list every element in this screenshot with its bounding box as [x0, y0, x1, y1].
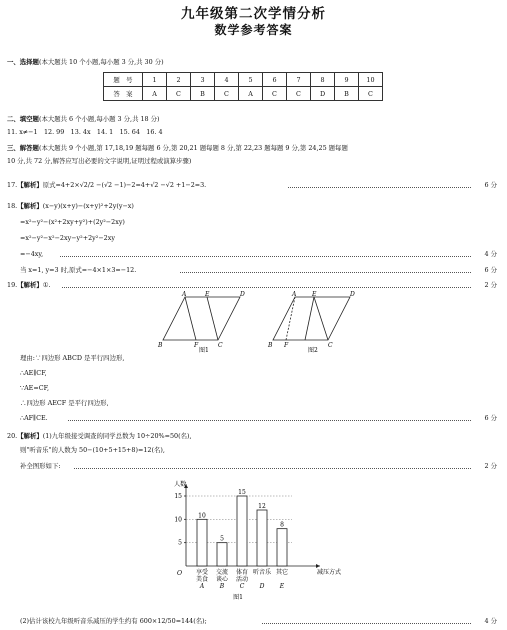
leader-dots: [68, 420, 471, 421]
x-axis-arrow: [316, 564, 320, 568]
q19-score: 2 分: [484, 281, 497, 289]
q17-score: 6 分: [484, 181, 497, 189]
q18-line3: =x²−y²−x²−2xy−y²+2y²−2xy: [20, 234, 115, 242]
q19-proof-5: ∴AF∥CE.: [20, 414, 48, 422]
category-label: 其它: [275, 569, 289, 576]
table-header-q: 题 号: [104, 73, 143, 87]
answer-table-row-answers: [104, 87, 383, 101]
sec2-note: (本大题共 6 个小题,每小题 3 分,共 18 分): [38, 115, 160, 123]
vertex-label-a: A: [292, 291, 297, 298]
category-label: 活动: [235, 576, 249, 583]
sec3-note2: 10 分,共 72 分,解答应写出必要的文字说明,证明过程或演算步骤): [7, 157, 192, 165]
bar-E: [277, 529, 287, 566]
figure-1: [157, 291, 245, 354]
q18-tag: 【解析】: [17, 202, 43, 210]
segment-e-to-base: [305, 297, 314, 340]
page-title: 九年级第二次学情分析: [181, 6, 326, 22]
q18-line4: =−4xy,: [20, 250, 44, 258]
bar-chart: [160, 476, 350, 610]
vertex-label-d: D: [240, 291, 245, 298]
y-axis-label: 人数: [174, 481, 187, 488]
category-label: 享受: [195, 569, 209, 576]
origin-label: O: [177, 570, 183, 577]
table-header-a: 答 案: [104, 87, 143, 101]
category-letter: B: [219, 583, 225, 590]
table-cell: C: [287, 87, 311, 101]
q19-proof-2: ∴AE∥CF,: [20, 369, 47, 377]
fig2-caption: 图2: [308, 347, 318, 354]
bar-A: [197, 519, 207, 566]
data-label: 10: [198, 512, 206, 520]
y-tick-label: 15: [174, 493, 182, 500]
table-cell: C: [215, 87, 239, 101]
category-label: 交流: [215, 569, 229, 576]
q19-proof-1: 理由:∵四边形 ABCD 是平行四边形,: [20, 354, 125, 362]
category-label: 体育: [235, 569, 249, 576]
parallelogram-abcd-2: [273, 297, 350, 340]
category-letter: A: [199, 583, 205, 590]
chart-caption: 图1: [233, 594, 243, 601]
q17-line: [7, 181, 206, 189]
q20-score3: 2 分: [484, 462, 497, 470]
q20-num: 20.: [7, 432, 18, 440]
fig1-caption: 图1: [199, 347, 209, 354]
category-label: 谈心: [215, 576, 229, 583]
q20-line1: [7, 432, 191, 440]
table-cell: 6: [263, 73, 287, 87]
table-cell: 9: [335, 73, 359, 87]
q18-expr: (x−y)(x+y)−(x+y)²+2y(y−x): [42, 202, 134, 210]
table-cell: C: [263, 87, 287, 101]
leader-dots: [74, 468, 471, 469]
y-tick-label: 5: [178, 539, 182, 547]
vertex-label-c: C: [328, 342, 333, 349]
data-label: 15: [238, 489, 246, 496]
category-letter: D: [259, 583, 265, 590]
x-axis-label: 减压方式: [317, 569, 342, 576]
sec3-note1: (本大题共 9 个小题,第 17,18,19 题每题 6 分,第 20,21 题每题 8 分,第 22,23 题每题 9 分,第 24,25 题每题: [38, 144, 348, 152]
leader-dots: [288, 187, 471, 188]
chart-marks: [196, 489, 288, 601]
table-cell: B: [335, 87, 359, 101]
q20-score-last: 4 分: [484, 617, 497, 625]
q18-line5: 当 x=1, y=3 时,原式=−4×1×3=−12.: [20, 266, 137, 274]
table-cell: 10: [359, 73, 383, 87]
leader-dots: [180, 272, 471, 273]
vertex-label-c: C: [218, 342, 223, 349]
leader-dots: [262, 623, 471, 624]
category-label: 美食: [195, 576, 209, 583]
table-cell: A: [239, 87, 263, 101]
table-cell: D: [311, 87, 335, 101]
y-tick-label: 10: [174, 516, 182, 524]
category-label: 听音乐: [252, 569, 272, 576]
vertex-label-e: E: [205, 291, 210, 298]
table-cell: 2: [167, 73, 191, 87]
q18-score4: 4 分: [484, 250, 497, 258]
q18-line1: [7, 202, 134, 210]
q19-proof-3: ∵AE=CF,: [20, 384, 50, 392]
parallelogram-abcd: [163, 297, 240, 340]
sec1-note: (本大题共 10 个小题,每小题 3 分,共 30 分): [38, 58, 164, 66]
parallelogram-figures: [150, 290, 365, 354]
data-label: 8: [280, 521, 284, 529]
vertex-label-d: D: [350, 291, 355, 298]
table-cell: C: [167, 87, 191, 101]
page-subtitle: 数学参考答案: [214, 23, 293, 37]
data-label: 5: [220, 535, 224, 543]
q19-line: [7, 281, 51, 289]
q20-tag: 【解析】: [17, 432, 43, 440]
q19-text: ①.: [42, 281, 51, 289]
sec2-answers: 11. x≠−1 12. 99 13. 4x 14. 1 15. 64 16. 4: [7, 128, 163, 136]
vertex-label-f: F: [194, 342, 199, 349]
vertex-label-b: B: [268, 342, 273, 349]
q19-tag: 【解析】: [17, 281, 43, 289]
bar-B: [217, 543, 227, 566]
vertex-label-e: E: [312, 291, 317, 298]
figure-2: [267, 291, 355, 354]
vertex-label-f: F: [284, 342, 289, 349]
table-cell: B: [191, 87, 215, 101]
segment-ec-2: [314, 297, 328, 340]
q17-num: 17.: [7, 181, 18, 189]
q18-score5: 6 分: [484, 266, 497, 274]
q18-num: 18.: [7, 202, 18, 210]
sec1-heading: 一、选择题: [7, 58, 39, 66]
q19-score-end: 6 分: [484, 414, 497, 422]
vertex-label-a: A: [182, 291, 187, 298]
bar-C: [237, 496, 247, 566]
q17-text: 原式=4+2×√2/2 −(√2 −1)−2=4+√2 −√2 +1−2=3.: [42, 181, 207, 189]
answer-table-row-numbers: [104, 73, 383, 87]
q17-tag: 【解析】: [17, 181, 43, 189]
q19-proof-4: ∴四边形 AECF 是平行四边形,: [20, 399, 109, 407]
q19-num: 19.: [7, 281, 18, 289]
data-label: 12: [258, 503, 266, 510]
category-letter: C: [239, 583, 245, 590]
sec3-line: [7, 144, 348, 152]
segment-ec: [207, 297, 218, 340]
bar-D: [257, 510, 267, 566]
sec2-line: [7, 115, 160, 123]
table-cell: 3: [191, 73, 215, 87]
table-cell: 5: [239, 73, 263, 87]
sec3-heading: 三、解答题: [7, 144, 39, 152]
q20-line3: 补全图形如下:: [20, 462, 61, 470]
segment-af: [185, 297, 196, 340]
table-cell: 8: [311, 73, 335, 87]
leader-dots: [60, 256, 471, 257]
segment-af-dashed: [286, 297, 295, 340]
q20-line2: 则"听音乐"的人数为 50−(10+5+15+8)=12(名),: [20, 446, 165, 454]
category-letter: E: [279, 583, 285, 590]
answer-table: [103, 72, 383, 101]
q18-line2: =x²−y²−(x²+2xy+y²)+(2y²−2xy): [20, 218, 125, 226]
table-cell: 4: [215, 73, 239, 87]
table-cell: 1: [143, 73, 167, 87]
leader-dots: [62, 287, 471, 288]
sec1-line: [7, 58, 164, 66]
table-cell: C: [359, 87, 383, 101]
vertex-label-b: B: [158, 342, 163, 349]
sec2-heading: 二、填空题: [7, 115, 39, 123]
q20-line-last: (2)估计该校九年级听音乐减压的学生约有 600×12/50=144(名);: [20, 617, 207, 625]
table-cell: 7: [287, 73, 311, 87]
table-cell: A: [143, 87, 167, 101]
q20-text1: (1)九年级接受调查的同学总数为 10÷20%=50(名),: [42, 432, 192, 440]
